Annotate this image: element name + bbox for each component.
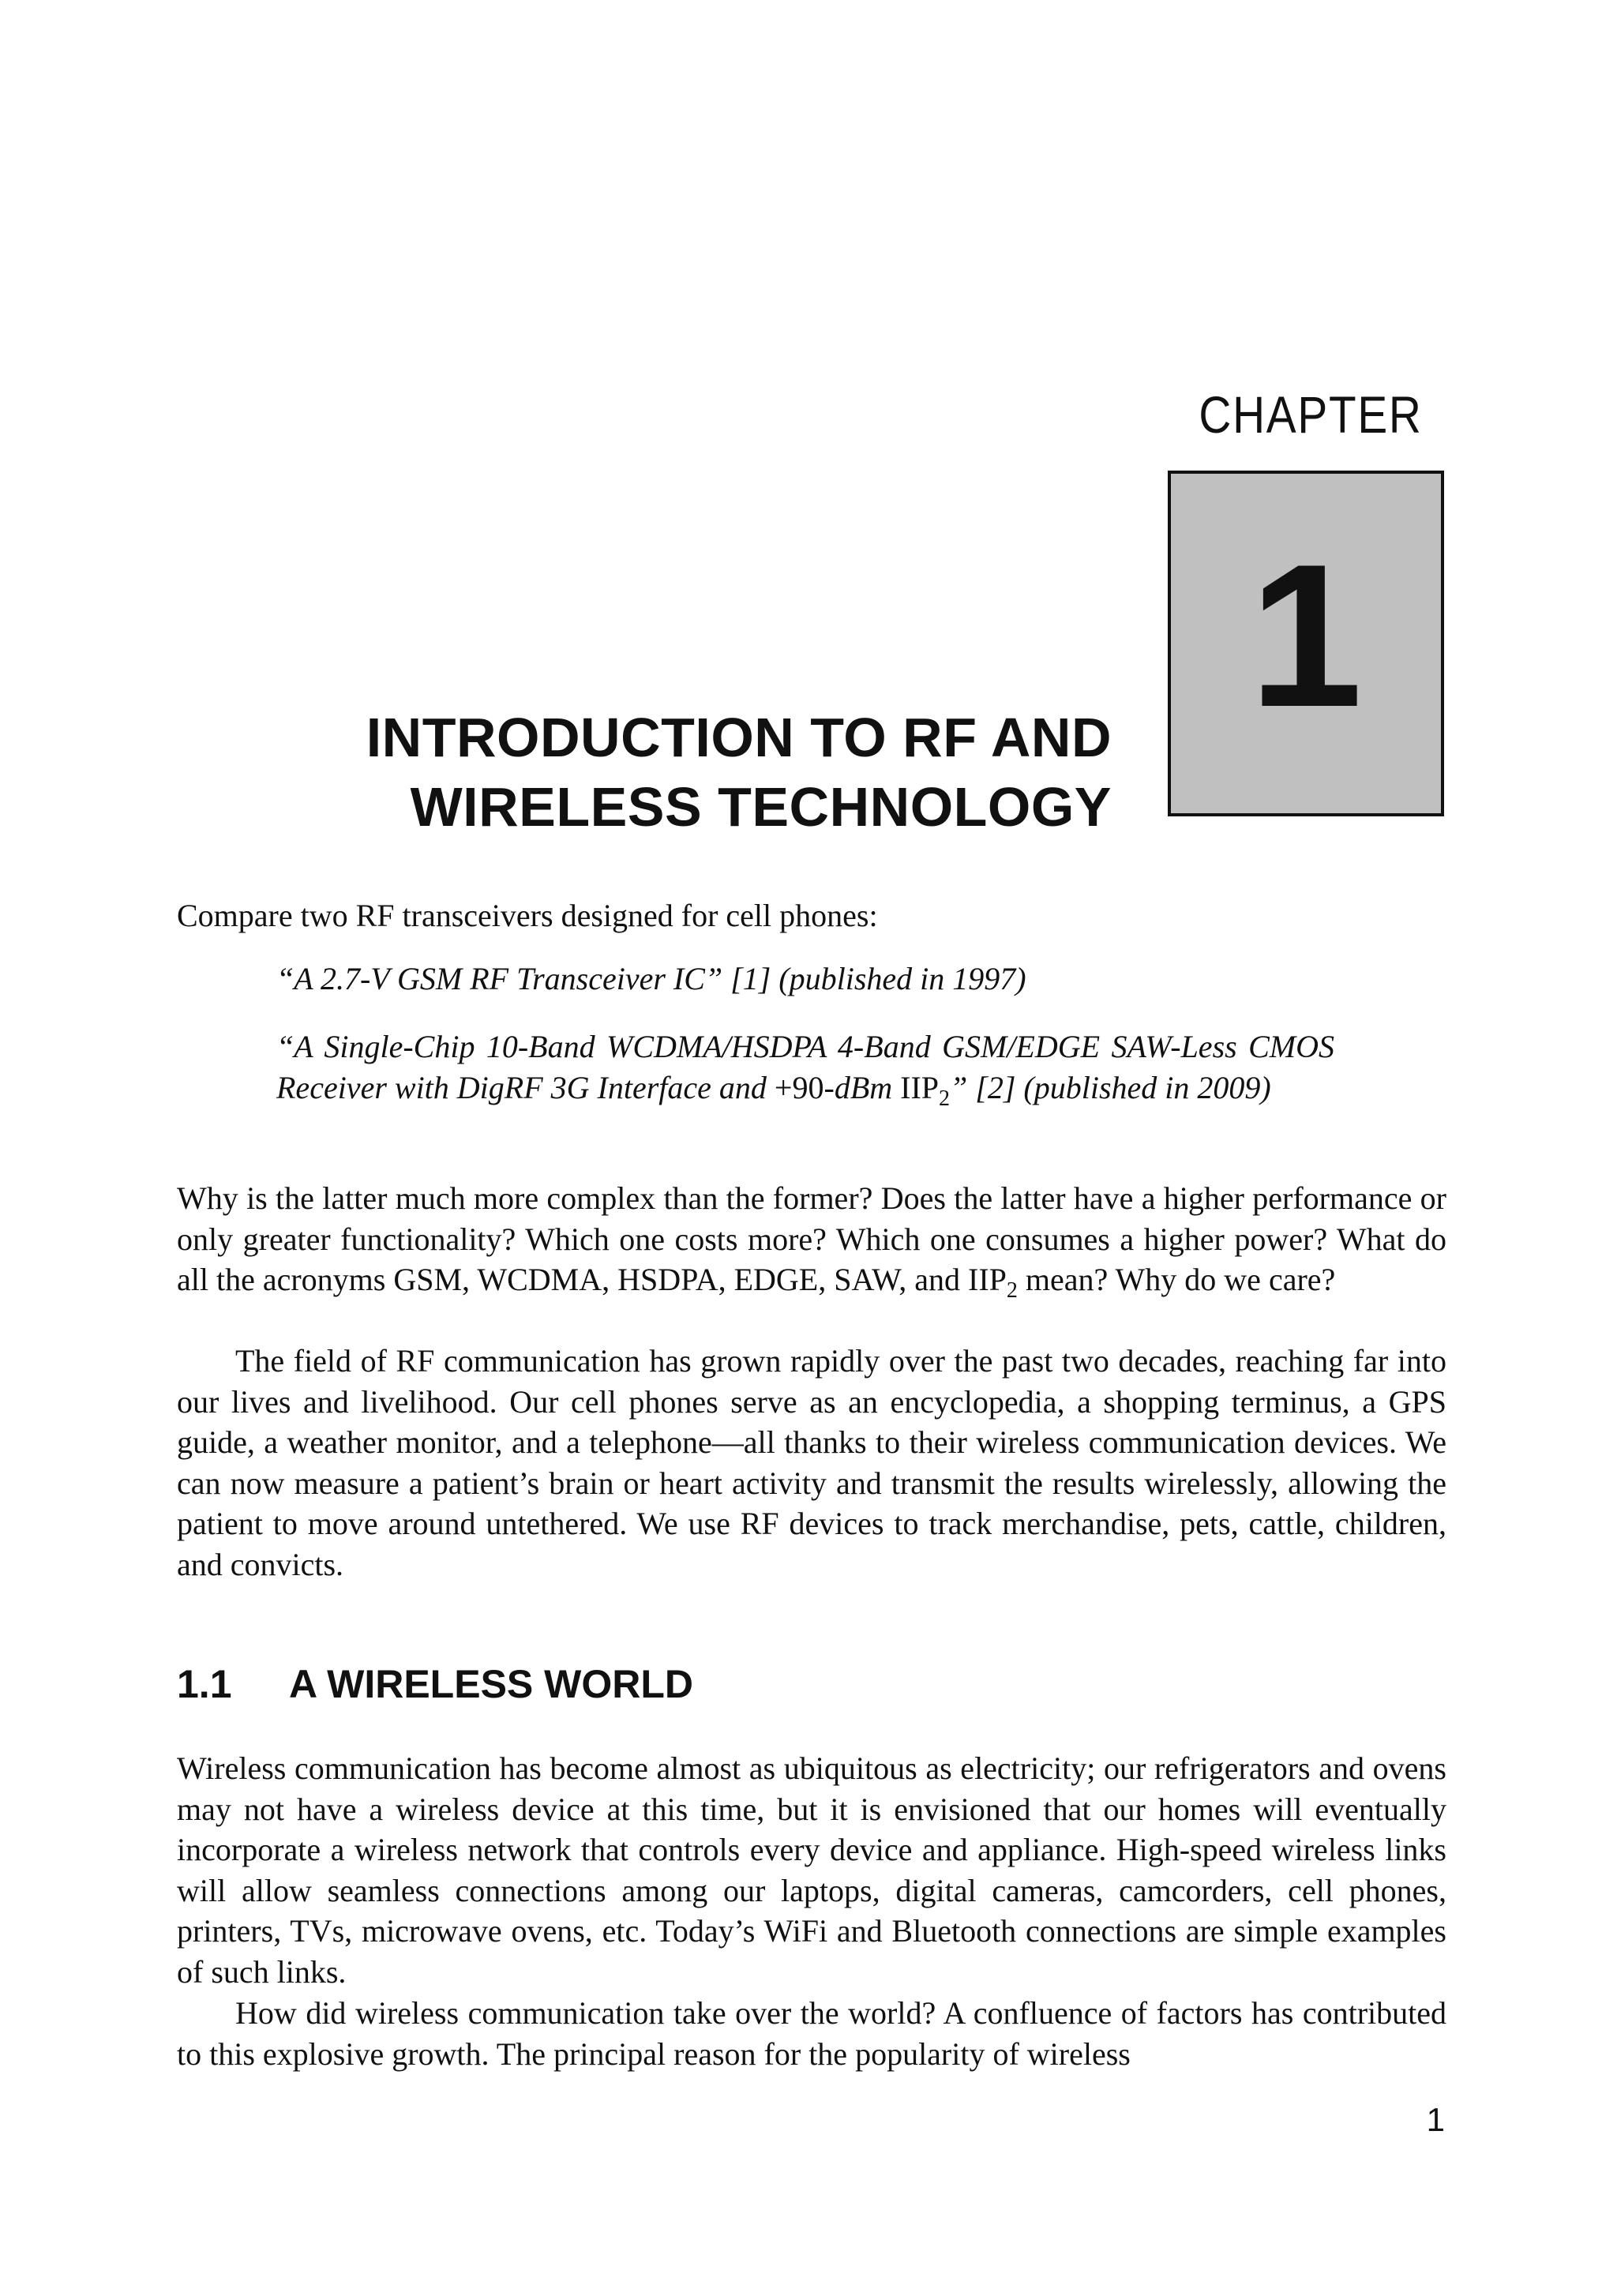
paragraph-questions-text-a: Why is the latter much more complex than the former? Does the latter have a higher performance or only greater functionality? Which one costs more? Which one consumes a higher power? What do all the acronyms GSM, WCDMA, HSDPA, EDGE, SAW, and IIP xyxy=(177,1180,1446,1297)
section-title: A WIRELESS WORLD xyxy=(289,1662,694,1706)
chapter-number-box xyxy=(1168,471,1444,816)
section-number: 1.1 xyxy=(177,1662,232,1706)
quote-2-iip: IIP xyxy=(892,1069,940,1105)
intro-lead: Compare two RF transceivers designed for cell phones: xyxy=(177,898,878,933)
chapter-title-line-1: INTRODUCTION TO RF AND xyxy=(366,707,1112,768)
paragraph-questions-text-b: mean? Why do we care? xyxy=(1017,1262,1336,1297)
quote-2-subscript: 2 xyxy=(939,1086,951,1111)
chapter-title xyxy=(366,703,1112,842)
quote-2-text-b: ” [2] (published in 2009) xyxy=(950,1069,1271,1105)
paragraph-ubiquitous: Wireless communication has become almost as ubiquitous as electricity; our refrigerators and ovens may not have a wireless device at this time, but it is envisioned that our homes will eventually incorporate a wireless network that controls every device and appliance. High-speed wireless links will allow seamless connections among our laptops, digital cameras, camcorders, cell phones, printers, TVs, microwave ovens, etc. Today’s WiFi and Bluetooth connections are simple examples of such links. xyxy=(177,1750,1446,1990)
paragraph-questions-subscript: 2 xyxy=(1006,1278,1018,1303)
quote-2-unit: dBm xyxy=(834,1069,893,1105)
reference-quote-2 xyxy=(276,1026,1334,1111)
section-heading xyxy=(177,1664,693,1704)
chapter-number: 1 xyxy=(1249,521,1363,749)
page-number: 1 xyxy=(1426,2101,1445,2138)
paragraph-questions xyxy=(177,1178,1446,1303)
chapter-title-line-2: WIRELESS TECHNOLOGY xyxy=(410,776,1112,838)
quote-2-text-a: “A Single-Chip 10-Band WCDMA/HSDPA 4-Band GSM/EDGE SAW-Less CMOS Receiver with DigRF 3G Interface and xyxy=(276,1029,1334,1105)
paragraph-rf-field: The field of RF communication has grown rapidly over the past two decades, reaching far into our lives and livelihood. Our cell phones serve as an encyclopedia, a shopping terminus, a GPS guide, a weather monitor, and a telephone—all thanks to their wireless communication devices. We can now measure a patient’s brain or heart activity and transmit the results wirelessly, allowing the patient to move around untethered. We use RF devices to track merchandise, pets, cattle, children, and convicts. xyxy=(177,1343,1446,1582)
paragraph-growth: How did wireless communication take over the world? A confluence of factors has contributed to this explosive growth. The principal reason for the popularity of wireless xyxy=(177,1995,1446,2072)
chapter-label: CHAPTER xyxy=(1199,385,1423,444)
reference-quote-1: “A 2.7-V GSM RF Transceiver IC” [1] (published in 1997) xyxy=(276,961,1026,996)
quote-2-value: +90- xyxy=(774,1069,835,1105)
